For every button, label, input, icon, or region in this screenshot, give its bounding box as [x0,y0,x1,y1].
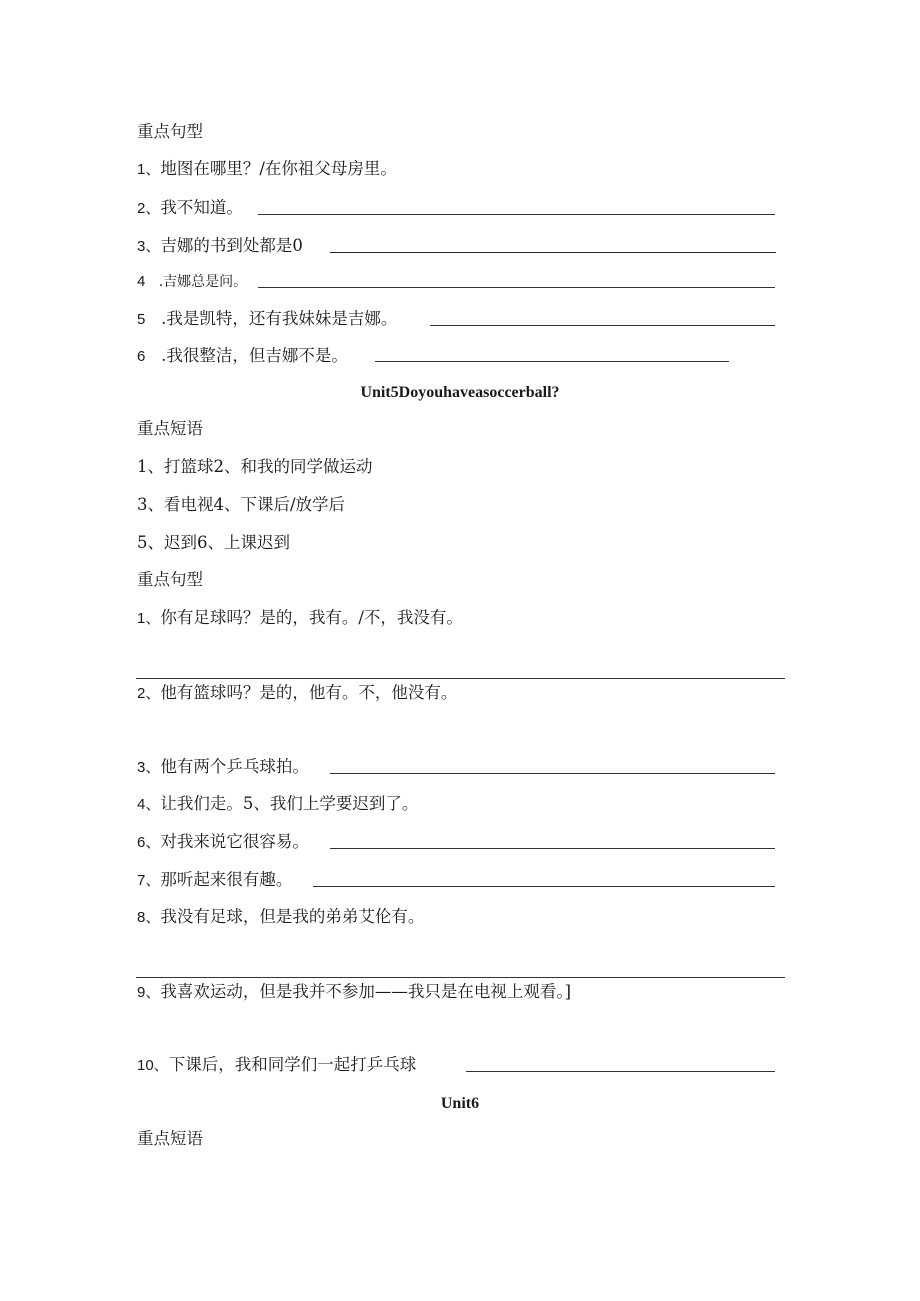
line-text: 下课后，我和同学们一起打乒乓球 [168,1055,417,1074]
section-heading-sentences: 重点句型 [137,570,203,589]
line-number: 4、 [137,796,161,813]
answer-blank[interactable] [313,886,775,887]
sentence-line-10 [137,1054,416,1077]
line-text: 吉娜的书到处都是0 [160,236,303,255]
line-text: 他有篮球吗？是的，他有。不，他没有。 [160,683,458,702]
answer-blank[interactable] [330,848,775,849]
sentence-line-7 [137,869,292,892]
line-text: 我没有足球，但是我的弟弟艾伦有。 [160,907,425,926]
answer-blank[interactable] [258,287,775,288]
sentence-line-1 [137,607,463,630]
answer-blank[interactable] [258,214,775,215]
phrase-line-1: 1、打篮球2、和我的同学做运动 [137,457,373,476]
line-number: 1、 [137,610,161,627]
sentence-line-2 [137,682,457,705]
line-number: 6、 [137,834,161,851]
line-number: 2、 [137,200,161,217]
line-number: 3、 [137,238,161,255]
answer-blank[interactable] [136,977,785,978]
sentence-line-2 [137,197,243,220]
answer-blank[interactable] [375,361,729,362]
line-number: 5 [137,311,146,328]
sentence-line-1 [137,158,397,181]
sentence-line-4 [137,271,247,293]
answer-blank[interactable] [330,773,775,774]
section-heading-phrases: 重点短语 [137,1129,203,1148]
answer-blank[interactable] [330,252,776,253]
line-text: 地图在哪里？/在你祖父母房里。 [160,159,397,178]
unit-title: Unit6 [440,1095,480,1112]
line-text: 我喜欢运动，但是我并不参加——我只是在电视上观看。] [160,982,572,1001]
line-number: 9、 [137,984,161,1001]
line-text: .吉娜总是问。 [158,274,248,290]
line-text: 我不知道。 [160,198,243,217]
line-text: 那听起来很有趣。 [160,870,293,889]
line-number: 2、 [137,685,161,702]
sentence-line-4 [137,793,418,816]
answer-blank[interactable] [466,1071,775,1072]
line-text: 他有两个乒乓球拍。 [160,757,309,776]
section-heading-phrases: 重点短语 [137,419,203,438]
line-text: 让我们走。5、我们上学要迟到了。 [160,794,419,813]
line-number: 6 [137,348,146,365]
section-heading-sentences: 重点句型 [137,122,203,141]
unit-title: Unit5Doyouhaveasoccerball? [360,384,560,401]
sentence-line-8 [137,906,424,929]
sentence-line-9 [137,981,571,1004]
sentence-line-3 [137,756,309,779]
sentence-line-5 [137,308,397,331]
answer-blank[interactable] [430,325,775,326]
line-number: 7、 [137,872,161,889]
answer-blank[interactable] [136,678,785,679]
sentence-line-6 [137,345,348,368]
line-text: 你有足球吗？是的，我有。/不，我没有。 [160,608,463,627]
line-number: 8、 [137,909,161,926]
line-number: 4 [137,273,146,290]
line-number: 3、 [137,759,161,776]
sentence-line-6 [137,831,309,854]
line-text: .我很整洁，但吉娜不是。 [161,346,348,365]
line-number: 1、 [137,161,161,178]
line-text: 对我来说它很容易。 [160,832,309,851]
line-text: .我是凯特，还有我妹妹是吉娜。 [161,309,398,328]
line-number: 10、 [137,1057,169,1074]
phrase-line-3: 5、迟到6、上课迟到 [137,533,290,552]
sentence-line-3 [137,235,303,258]
phrase-line-2: 3、看电视4、下课后/放学后 [137,495,346,514]
